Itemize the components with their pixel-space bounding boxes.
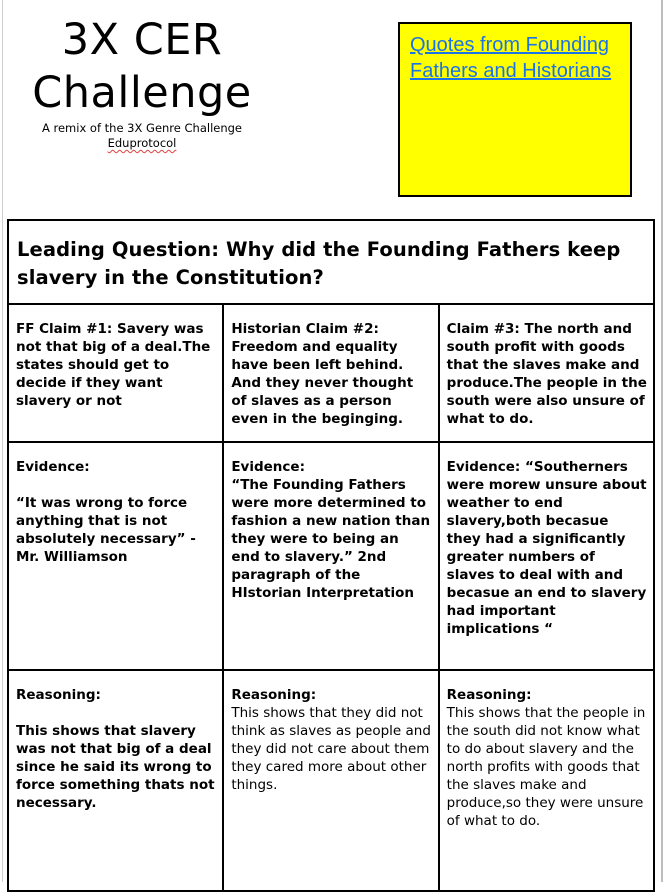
- cer-table: [7, 219, 655, 892]
- leading-question: Leading Question: Why did the Founding Fathers keep slavery in the Constitution?: [17, 238, 621, 289]
- leading-question-cell[interactable]: [8, 220, 654, 304]
- reasoning-3-label: Reasoning:: [446, 687, 532, 703]
- claims-row: [8, 304, 654, 442]
- reasoning-1-label: Reasoning:: [16, 687, 101, 703]
- page-subtitle: [14, 121, 270, 151]
- document-header: [0, 0, 666, 215]
- title-line-2: Challenge: [32, 68, 252, 118]
- subtitle-line-1: A remix of the 3X Genre Challenge: [41, 121, 243, 135]
- claim-3-text: Claim #3: The north and south profit with goods that the slaves make and produce.The people in the south were also unsure of what to do.: [446, 321, 647, 427]
- reasoning-3-text: This shows that the people in the south did not know what to do about slavery and the north profits with goods that the slaves make and produce,so they were unsure of what to do.: [446, 705, 646, 829]
- page-title: [14, 14, 270, 120]
- evidence-3-label: Evidence:: [446, 459, 521, 475]
- subtitle-line-2: Eduprotocol: [107, 136, 177, 150]
- reasoning-2-label: Reasoning:: [231, 687, 317, 703]
- evidence-cell-1[interactable]: [8, 442, 223, 670]
- title-line-1: 3X CER: [61, 15, 223, 65]
- evidence-3-text: “Southerners were morew unsure about weather to end slavery,both becasue they had a significantly greater numbers of slaves to deal with and becasue an end to slavery had important implications “: [446, 459, 647, 637]
- evidence-1-text: “It was wrong to force anything that is not absolutely necessary” -Mr. Williamson: [16, 495, 196, 565]
- reasoning-cell-1[interactable]: [8, 670, 223, 891]
- reasoning-2-text: This shows that they did not think as slaves as people and they did not care about them they cared more about other things.: [231, 705, 431, 793]
- quotes-link[interactable]: Quotes from Founding Fathers and Historians: [410, 34, 612, 82]
- reasoning-row: [8, 670, 654, 891]
- claim-cell-1[interactable]: [8, 304, 223, 442]
- leading-question-row: [8, 220, 654, 304]
- evidence-2-text: “The Founding Fathers were more determined to fashion a new nation than they were to being an end to slavery.” 2nd paragraph of the HIstorian Interpretation: [231, 477, 431, 601]
- evidence-1-label: Evidence:: [16, 459, 90, 475]
- claim-cell-3[interactable]: [439, 304, 654, 442]
- reasoning-cell-2[interactable]: [223, 670, 438, 891]
- claim-2-text: Historian Claim #2: Freedom and equality have been left behind. And they never thought of slaves as a person even in the beginging.: [231, 321, 414, 427]
- reasoning-cell-3[interactable]: [439, 670, 654, 891]
- evidence-cell-3[interactable]: [439, 442, 654, 670]
- evidence-2-label: Evidence:: [231, 459, 305, 475]
- claim-1-text: FF Claim #1: Savery was not that big of a deal.The states should get to decide if they want slavery or not: [16, 321, 211, 409]
- claim-cell-2[interactable]: [223, 304, 438, 442]
- evidence-cell-2[interactable]: [223, 442, 438, 670]
- reasoning-1-text: This shows that slavery was not that big of a deal since he said its wrong to force something thats not necessary.: [16, 723, 215, 811]
- quotes-callout-box: [398, 22, 632, 197]
- evidence-row: [8, 442, 654, 670]
